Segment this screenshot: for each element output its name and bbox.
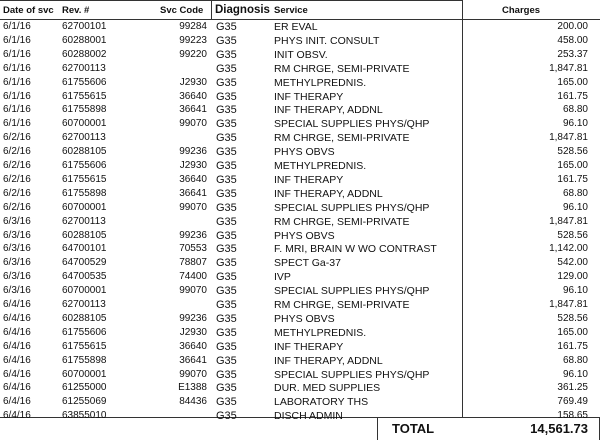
cell-rev: 62700113	[62, 132, 106, 144]
cell-svc-code: 36640	[179, 173, 207, 185]
cell-diagnosis: G35	[216, 146, 237, 159]
cell-rev: 60700001	[62, 368, 107, 380]
cell-svc-code: 74400	[179, 271, 207, 283]
cell-diagnosis: G35	[216, 76, 237, 89]
cell-rev: 61755606	[62, 160, 107, 171]
cell-diagnosis: G35	[216, 271, 237, 284]
cell-date: 6/4/16	[3, 326, 31, 338]
cell-date: 6/3/16	[3, 243, 31, 255]
cell-rev: 61755615	[62, 90, 107, 102]
cell-svc-code: 99223	[179, 34, 207, 46]
cell-charge: 1,142.00	[549, 243, 588, 255]
cell-svc-code: 99070	[179, 285, 207, 297]
cell-diagnosis: G35	[216, 368, 237, 381]
cell-svc-code: J2930	[179, 160, 207, 171]
cell-charge: 96.10	[562, 285, 588, 297]
cell-charge: 1,847.81	[549, 62, 588, 74]
cell-rev: 64700101	[62, 243, 107, 255]
cell-rev: 61755898	[62, 104, 107, 116]
cell-service: INF THERAPY, ADDNL	[274, 104, 383, 117]
cell-rev: 61755606	[62, 326, 107, 338]
cell-charge: 528.56	[557, 229, 588, 241]
cell-rev: 60700001	[62, 285, 107, 297]
cell-date: 6/4/16	[3, 382, 31, 394]
cell-date: 6/3/16	[3, 285, 31, 297]
cell-rev: 63855010	[62, 410, 107, 422]
cell-diagnosis: G35	[216, 201, 237, 214]
header-bottom-rule	[0, 19, 600, 20]
header-date: Date of svc	[3, 5, 54, 16]
cell-svc-code: 70553	[179, 243, 207, 255]
cell-diagnosis: G35	[216, 187, 237, 200]
cell-service: PHYS OBVS	[274, 312, 335, 325]
cell-service: INF THERAPY, ADDNL	[274, 354, 383, 367]
cell-rev: 62700113	[62, 62, 106, 74]
cell-date: 6/2/16	[3, 201, 31, 213]
cell-rev: 60288002	[62, 48, 107, 60]
cell-service: METHYLPREDNIS.	[274, 76, 367, 89]
cell-charge: 361.25	[557, 382, 588, 394]
cell-diagnosis: G35	[216, 90, 237, 103]
cell-date: 6/1/16	[3, 34, 31, 46]
cell-service: SPECIAL SUPPLIES PHYS/QHP	[274, 368, 430, 381]
cell-diagnosis: G35	[216, 382, 237, 395]
cell-svc-code: 36641	[179, 354, 207, 366]
cell-charge: 96.10	[562, 368, 588, 380]
cell-charge: 96.10	[562, 118, 588, 130]
cell-diagnosis: G35	[216, 104, 237, 117]
cell-charge: 165.00	[557, 160, 588, 171]
cell-diagnosis: G35	[216, 257, 237, 270]
cell-service: METHYLPREDNIS.	[274, 326, 367, 339]
cell-charge: 528.56	[557, 146, 588, 158]
cell-date: 6/4/16	[3, 410, 31, 422]
cell-charge: 161.75	[557, 340, 588, 352]
cell-svc-code: E1388	[178, 382, 207, 394]
cell-diagnosis: G35	[216, 410, 237, 423]
cell-svc-code: 84436	[179, 396, 207, 408]
cell-charge: 161.75	[557, 90, 588, 102]
cell-diagnosis: G35	[216, 215, 237, 228]
cell-diagnosis: G35	[216, 299, 237, 311]
cell-service: INF THERAPY	[274, 340, 344, 353]
cell-date: 6/3/16	[3, 215, 31, 227]
cell-charge: 68.80	[562, 187, 588, 199]
cell-charge: 528.56	[557, 312, 588, 324]
cell-rev: 62700113	[62, 215, 106, 227]
cell-charge: 1,847.81	[549, 299, 588, 310]
cell-date: 6/1/16	[3, 62, 31, 74]
cell-date: 6/2/16	[3, 160, 31, 171]
cell-diagnosis: G35	[216, 354, 237, 367]
cell-svc-code: 99070	[179, 368, 207, 380]
cell-charge: 96.10	[562, 201, 588, 213]
cell-diagnosis: G35	[216, 326, 237, 339]
cell-diagnosis: G35	[216, 21, 237, 33]
cell-service: INF THERAPY	[274, 90, 344, 103]
cell-diagnosis: G35	[216, 62, 237, 75]
cell-svc-code: 36641	[179, 187, 207, 199]
cell-charge: 253.37	[557, 48, 588, 60]
cell-rev: 60288105	[62, 312, 107, 324]
cell-date: 6/3/16	[3, 229, 31, 241]
cell-svc-code: 36640	[179, 90, 207, 102]
cell-date: 6/4/16	[3, 368, 31, 380]
cell-service: PHYS OBVS	[274, 229, 335, 242]
cell-service: DUR. MED SUPPLIES	[274, 382, 381, 395]
cell-service: IVP	[274, 271, 291, 284]
column-divider-charges	[462, 0, 463, 418]
cell-rev: 62700101	[62, 21, 107, 32]
cell-diagnosis: G35	[216, 160, 237, 172]
cell-svc-code: 36640	[179, 340, 207, 352]
cell-date: 6/4/16	[3, 396, 31, 408]
cell-svc-code: J2930	[179, 326, 207, 338]
header-rev: Rev. #	[62, 5, 90, 16]
cell-date: 6/4/16	[3, 312, 31, 324]
cell-charge: 458.00	[557, 34, 588, 46]
cell-diagnosis: G35	[216, 48, 237, 61]
cell-charge: 129.00	[557, 271, 588, 283]
cell-service: DISCH ADMIN	[274, 410, 343, 423]
cell-svc-code: 99284	[179, 21, 207, 32]
cell-date: 6/1/16	[3, 104, 31, 116]
cell-diagnosis: G35	[216, 340, 237, 353]
cell-rev: 60288105	[62, 229, 107, 241]
cell-rev: 60700001	[62, 118, 107, 130]
cell-date: 6/2/16	[3, 187, 31, 199]
header-top-rule	[0, 0, 463, 1]
cell-svc-code: J2930	[179, 76, 207, 88]
cell-rev: 61755606	[62, 76, 107, 88]
cell-date: 6/2/16	[3, 146, 31, 158]
cell-svc-code: 36641	[179, 104, 207, 116]
cell-diagnosis: G35	[216, 132, 237, 145]
cell-rev: 62700113	[62, 299, 106, 310]
cell-rev: 60700001	[62, 201, 107, 213]
cell-rev: 64700529	[62, 257, 107, 269]
cell-service: INIT OBSV.	[274, 48, 328, 61]
cell-service: SPECIAL SUPPLIES PHYS/QHP	[274, 118, 430, 131]
cell-service: LABORATORY THS	[274, 396, 369, 409]
cell-charge: 165.00	[557, 326, 588, 338]
header-svc-code: Svc Code	[160, 5, 204, 16]
cell-svc-code: 99236	[179, 229, 207, 241]
cell-rev: 64700535	[62, 271, 107, 283]
cell-charge: 769.49	[557, 396, 588, 408]
cell-rev: 61755898	[62, 354, 107, 366]
cell-svc-code: 99236	[179, 146, 207, 158]
cell-date: 6/4/16	[3, 340, 31, 352]
cell-svc-code: 99236	[179, 312, 207, 324]
cell-diagnosis: G35	[216, 34, 237, 47]
cell-diagnosis: G35	[216, 285, 237, 298]
cell-date: 6/2/16	[3, 132, 31, 144]
total-label: TOTAL	[392, 421, 435, 436]
cell-date: 6/4/16	[3, 299, 31, 310]
cell-charge: 542.00	[557, 257, 588, 269]
cell-charge: 200.00	[557, 21, 588, 32]
cell-charge: 68.80	[562, 354, 588, 366]
cell-date: 6/3/16	[3, 271, 31, 283]
total-box-left	[377, 417, 378, 440]
header-charges: Charges	[502, 5, 541, 16]
cell-diagnosis: G35	[216, 118, 237, 131]
cell-diagnosis: G35	[216, 229, 237, 242]
cell-rev: 60288001	[62, 34, 107, 46]
cell-diagnosis: G35	[216, 243, 237, 256]
cell-charge: 1,847.81	[549, 132, 588, 144]
cell-rev: 61755898	[62, 187, 107, 199]
cell-service: SPECIAL SUPPLIES PHYS/QHP	[274, 201, 430, 214]
cell-service: PHYS INIT. CONSULT	[274, 34, 380, 47]
cell-charge: 68.80	[562, 104, 588, 116]
cell-service: METHYLPREDNIS.	[274, 160, 367, 172]
cell-service: RM CHRGE, SEMI-PRIVATE	[274, 62, 410, 75]
cell-service: F. MRI, BRAIN W WO CONTRAST	[274, 243, 437, 256]
cell-rev: 61755615	[62, 173, 107, 185]
cell-rev: 61755615	[62, 340, 107, 352]
cell-service: RM CHRGE, SEMI-PRIVATE	[274, 132, 410, 145]
cell-svc-code: 99070	[179, 201, 207, 213]
cell-rev: 60288105	[62, 146, 107, 158]
cell-service: ER EVAL	[274, 21, 318, 33]
cell-date: 6/1/16	[3, 90, 31, 102]
cell-service: SPECT Ga-37	[274, 257, 341, 270]
cell-date: 6/1/16	[3, 21, 31, 32]
cell-date: 6/1/16	[3, 48, 31, 60]
cell-charge: 1,847.81	[549, 215, 588, 227]
cell-service: SPECIAL SUPPLIES PHYS/QHP	[274, 285, 430, 298]
cell-charge: 158.65	[557, 410, 588, 422]
cell-diagnosis: G35	[216, 396, 237, 409]
cell-charge: 161.75	[557, 173, 588, 185]
cell-svc-code: 78807	[179, 257, 207, 269]
cell-date: 6/1/16	[3, 118, 31, 130]
cell-service: INF THERAPY, ADDNL	[274, 187, 383, 200]
header-diagnosis: Diagnosis	[215, 4, 270, 16]
cell-rev: 61255069	[62, 396, 107, 408]
cell-date: 6/3/16	[3, 257, 31, 269]
cell-svc-code: 99070	[179, 118, 207, 130]
cell-service: RM CHRGE, SEMI-PRIVATE	[274, 299, 410, 311]
cell-charge: 165.00	[557, 76, 588, 88]
cell-diagnosis: G35	[216, 312, 237, 325]
cell-date: 6/1/16	[3, 76, 31, 88]
total-value: 14,561.73	[530, 421, 588, 436]
header-divider	[211, 0, 212, 19]
cell-date: 6/4/16	[3, 354, 31, 366]
cell-svc-code: 99220	[179, 48, 207, 60]
cell-service: RM CHRGE, SEMI-PRIVATE	[274, 215, 410, 228]
cell-service: PHYS OBVS	[274, 146, 335, 159]
header-service: Service	[274, 5, 308, 16]
cell-service: INF THERAPY	[274, 173, 344, 186]
cell-rev: 61255000	[62, 382, 107, 394]
cell-diagnosis: G35	[216, 173, 237, 186]
cell-date: 6/2/16	[3, 173, 31, 185]
